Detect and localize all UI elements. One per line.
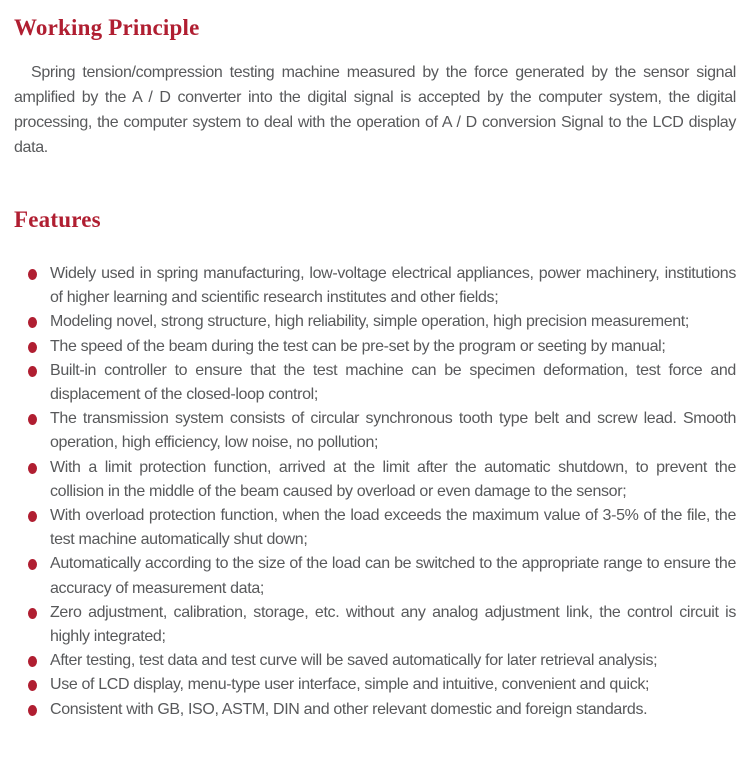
bullet-icon: [28, 463, 37, 474]
bullet-icon: [28, 269, 37, 280]
bullet-icon: [28, 559, 37, 570]
feature-text: Automatically according to the size of the load can be switched to the appropriate range to ensure the accuracy of measurement data;: [50, 555, 736, 597]
feature-item: [14, 504, 736, 552]
feature-text: After testing, test data and test curve will be saved automatically for later retrieval analysis;: [50, 652, 658, 670]
feature-text: Zero adjustment, calibration, storage, etc. without any analog adjustment link, the control circuit is highly integrated;: [50, 603, 736, 646]
bullet-icon: [28, 414, 37, 425]
feature-text: Use of LCD display, menu-type user interface, simple and intuitive, convenient and quick;: [50, 676, 650, 694]
feature-item: [14, 335, 736, 359]
bullet-icon: [28, 656, 37, 667]
feature-text: The transmission system consists of circular synchronous tooth type belt and screw lead. Smooth operation, high efficiency, low noise, no pollution;: [50, 410, 736, 452]
feature-text: The speed of the beam during the test can be pre-set by the program or seeting by manual;: [50, 337, 666, 355]
bullet-icon: [28, 608, 37, 619]
section-title-features: Features: [14, 207, 101, 232]
bullet-icon: [28, 366, 37, 377]
feature-item: [14, 601, 736, 649]
feature-text: With overload protection function, when the load exceeds the maximum value of 3-5% of the file, the test machine automatically shut down;: [50, 507, 736, 549]
feature-item: [14, 649, 736, 673]
section-title-working-principle: Working Principle: [14, 15, 200, 40]
bullet-icon: [28, 705, 37, 716]
feature-text: With a limit protection function, arrived at the limit after the automatic shutdown, to prevent the collision in the middle of the beam caused by overload or even damage to the sensor;: [50, 458, 736, 500]
feature-text: Built-in controller to ensure that the test machine can be specimen deformation, test force and displacement of the closed-loop control;: [50, 361, 736, 404]
feature-item: [14, 407, 736, 455]
bullet-icon: [28, 342, 37, 353]
working-principle-paragraph: Spring tension/compression testing machine measured by the force generated by the sensor signal amplified by the A / D converter into the digital signal is accepted by the computer system, the digital processing, the computer system to deal with the operation of A / D conversion Signal to the LCD display data.: [14, 64, 736, 156]
feature-item: [14, 673, 736, 697]
bullet-icon: [28, 317, 37, 328]
feature-item: [14, 262, 736, 310]
feature-text: Modeling novel, strong structure, high reliability, simple operation, high precision measurement;: [50, 313, 689, 331]
feature-text: Widely used in spring manufacturing, low-voltage electrical appliances, power machinery, institutions of higher learning and scientific research institutes and other fields;: [50, 265, 736, 307]
feature-item: [14, 359, 736, 407]
bullet-icon: [28, 511, 37, 522]
bullet-icon: [28, 680, 37, 691]
feature-item: [14, 552, 736, 600]
feature-item: [14, 698, 736, 722]
feature-item: [14, 456, 736, 504]
feature-item: [14, 310, 736, 334]
feature-text: Consistent with GB, ISO, ASTM, DIN and other relevant domestic and foreign standards.: [50, 700, 648, 718]
features-list: [14, 262, 736, 722]
